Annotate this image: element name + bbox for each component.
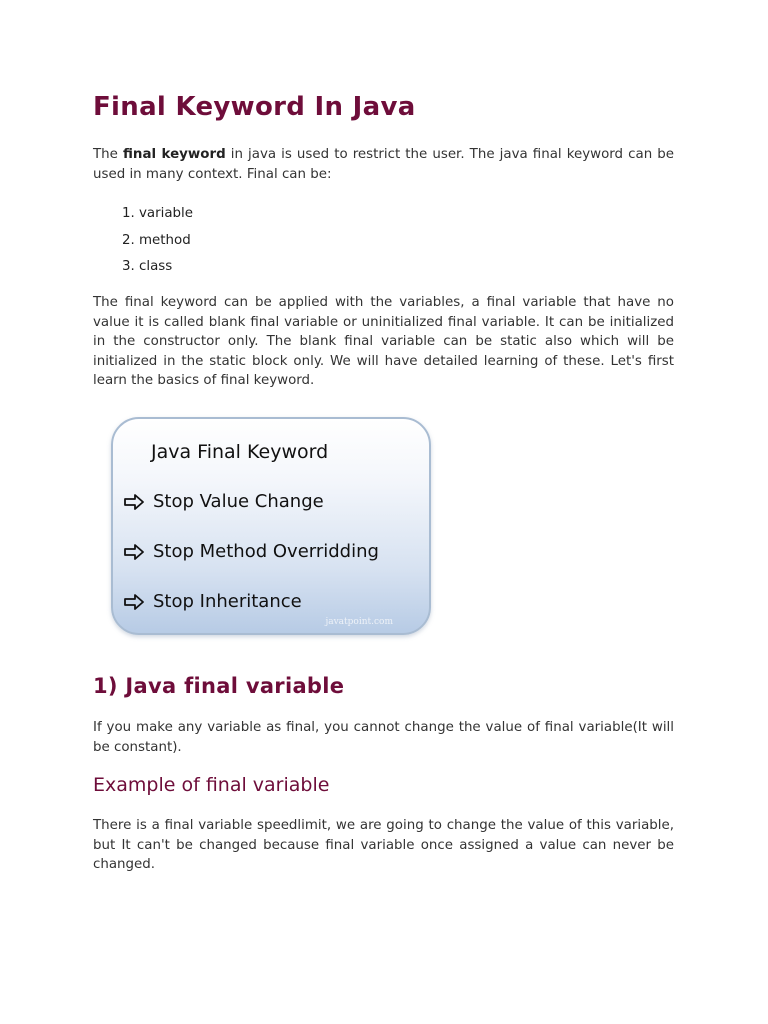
list-item: 1. variable xyxy=(139,203,193,230)
diagram-watermark: javatpoint.com xyxy=(325,617,393,627)
list-item: 2. method xyxy=(139,230,193,257)
diagram-title: Java Final Keyword xyxy=(151,441,329,463)
example-heading: Example of final variable xyxy=(93,774,330,796)
diagram-item-label: Stop Inheritance xyxy=(153,591,302,612)
diagram-item xyxy=(123,591,302,612)
list-item: 3. class xyxy=(139,256,193,283)
diagram-item xyxy=(123,491,324,512)
arrow-right-icon xyxy=(123,594,145,610)
intro-paragraph xyxy=(93,145,674,184)
diagram-item-label: Stop Method Overridding xyxy=(153,541,379,562)
arrow-right-icon xyxy=(123,544,145,560)
final-kinds-list xyxy=(115,203,193,283)
example-paragraph: There is a final variable speedlimit, we are going to change the value of this variable, but It can't be changed because final variable once assigned a value can never be changed. xyxy=(93,818,674,872)
diagram-item xyxy=(123,541,379,562)
diagram-item-label: Stop Value Change xyxy=(153,491,324,512)
java-final-keyword-diagram xyxy=(111,417,431,635)
page-title: Final Keyword In Java xyxy=(93,92,416,122)
intro-rest: in java is used to restrict the user. The java final keyword can be used in many context. Final can be: xyxy=(93,147,674,182)
arrow-right-icon xyxy=(123,494,145,510)
final-explanation-paragraph: The final keyword can be applied with the variables, a final variable that have no value it is called blank final variable or uninitialized final variable. It can be initialized in the constructor only. The blank final variable can be static also which will be initialized in the static block only. We will have detailed learning of these. Let's first learn the basics of final keyword. xyxy=(93,295,674,388)
intro-lead: The xyxy=(93,147,123,162)
intro-bold-term: final keyword xyxy=(122,147,226,162)
final-variable-paragraph: If you make any variable as final, you cannot change the value of final variable(It will be constant). xyxy=(93,720,674,755)
section-heading-final-variable: 1) Java final variable xyxy=(93,674,345,698)
